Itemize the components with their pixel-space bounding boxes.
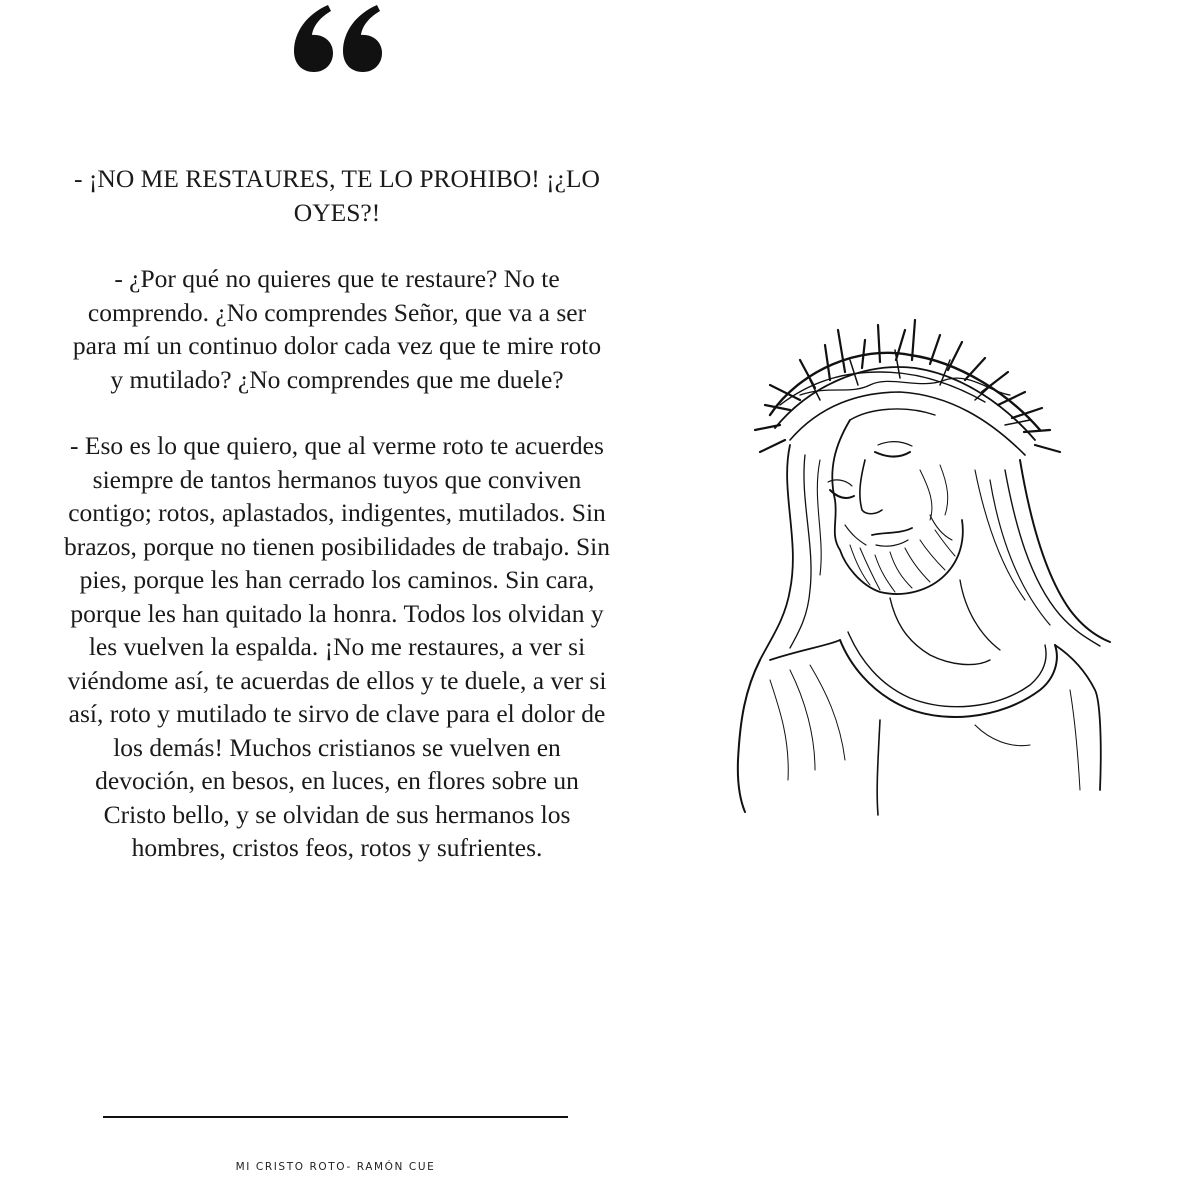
- quote-body: [64, 162, 610, 898]
- quote-paragraph-2: - ¿Por qué no quieres que te restaure? No te comprendo. ¿No comprendes Señor, que va a ser para mí un continuo dolor cada vez que te mire roto y mutilado? ¿No comprendes que me duele?: [72, 264, 602, 394]
- christ-crown-of-thorns-illustration: [720, 300, 1130, 820]
- quote-line-1: - ¡NO ME RESTAURES, TE LO PROHIBO! ¡¿LO OYES?!: [74, 164, 600, 227]
- divider-line: [103, 1116, 568, 1118]
- attribution: MI CRISTO ROTO- RAMÓN CUE: [235, 1161, 436, 1173]
- quote-paragraph-3: - Eso es lo que quiero, que al verme roto te acuerdes siempre de tantos hermanos tuyos que conviven contigo; rotos, aplastados, indigentes, mutilados. Sin brazos, porque no tienen posibilidades de trabajo. Sin pies, porque les han cerrado los caminos. Sin cara, porque les han quitado la honra. Todos los olvidan y les vuelven la espalda. ¡No me restaures, a ver si viéndome así, te acuerdas de ellos y te duele, a ver si así, roto y mutilado te sirvo de clave para el dolor de los demás! Muchos cristianos se vuelven en devoción, en besos, en luces, en flores sobre un Cristo bello, y se olvidan de sus hermanos los hombres, cristos feos, rotos y sufrientes.: [64, 431, 610, 862]
- opening-quotation-mark-icon: [292, 2, 384, 74]
